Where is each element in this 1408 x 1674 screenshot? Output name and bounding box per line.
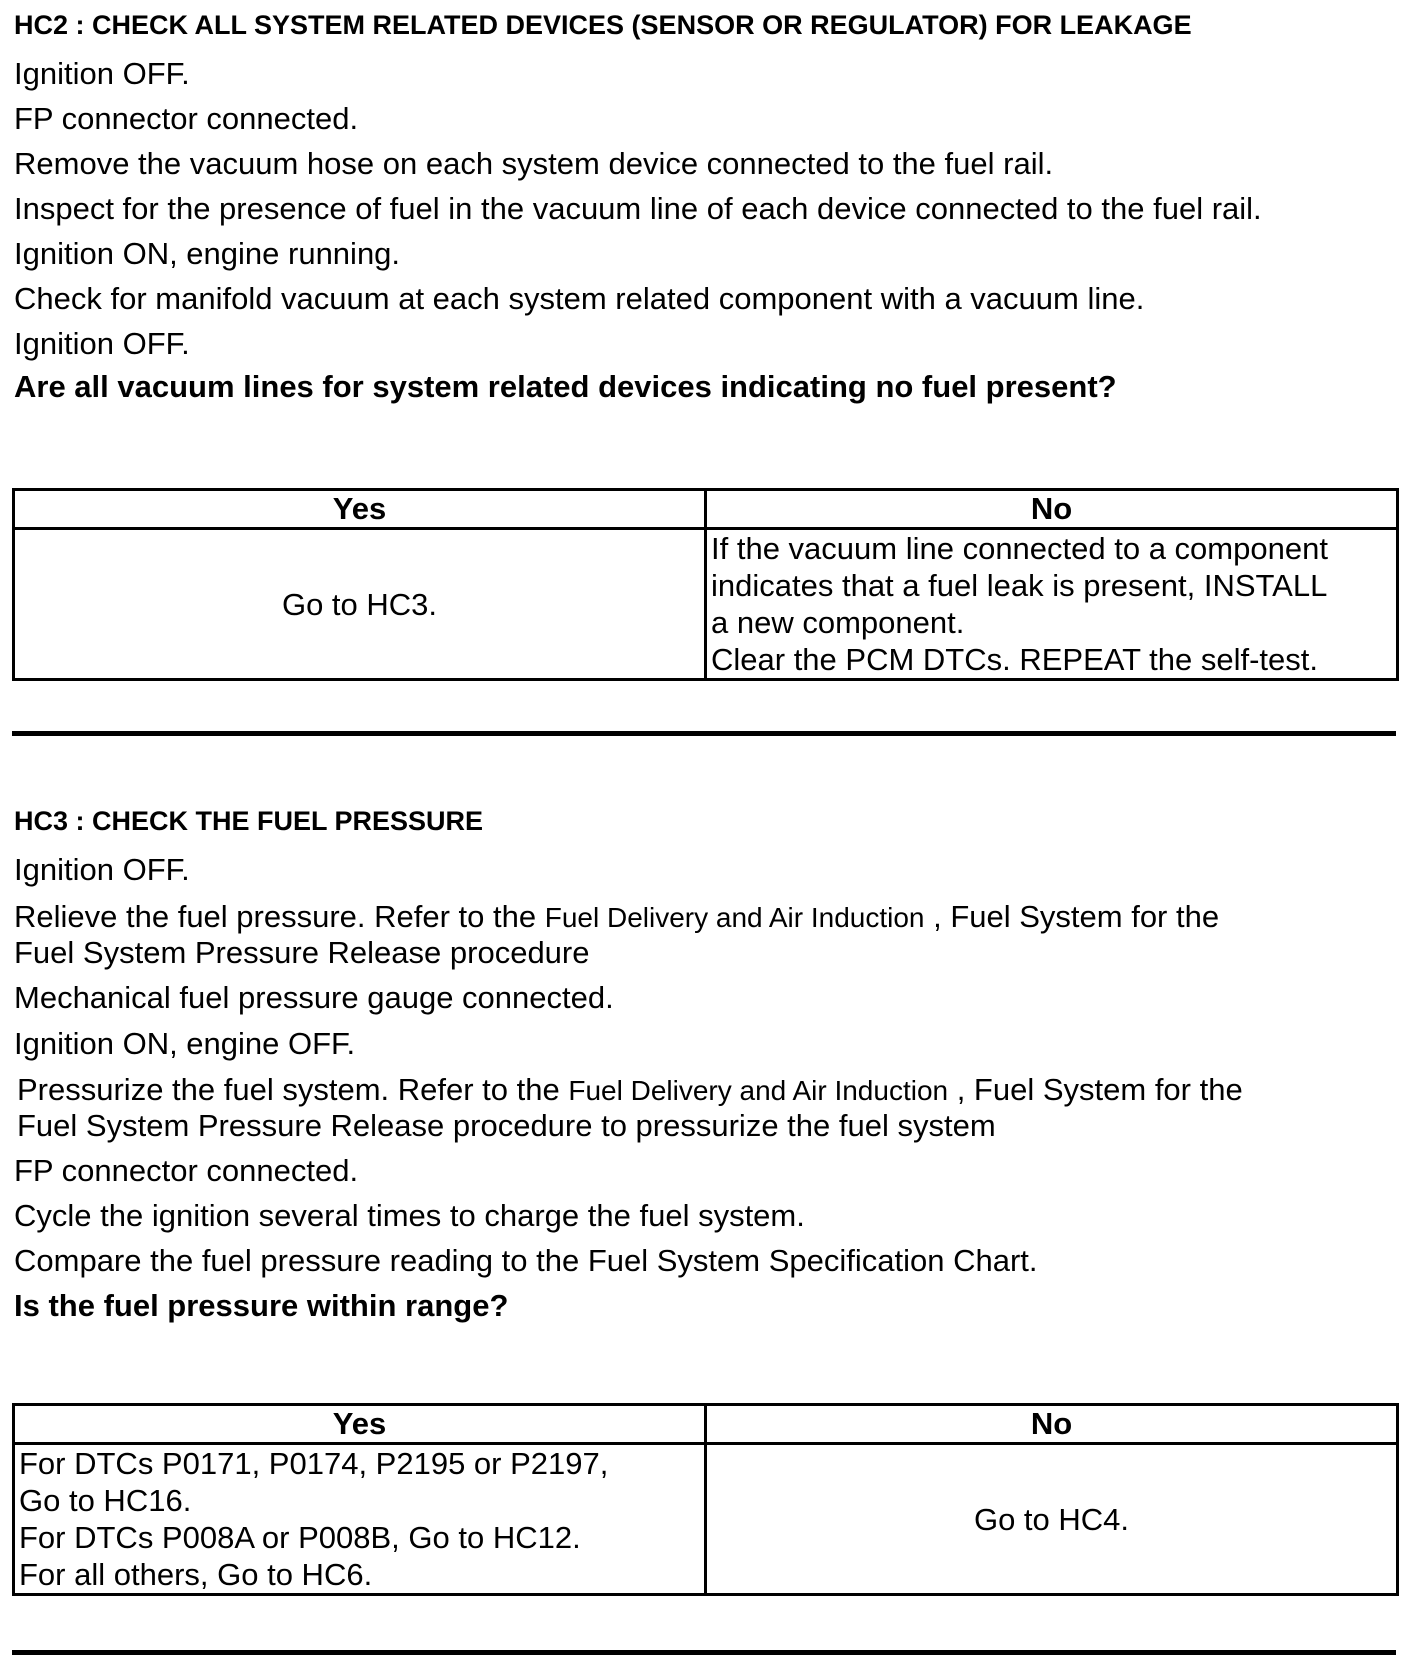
- section-divider-2: [12, 1650, 1396, 1655]
- hc2-step-1: Ignition OFF.: [14, 56, 190, 91]
- hc3-step-5: [14, 1072, 1394, 1108]
- hc3-step-2-line-2: Fuel System Pressure Release procedure: [14, 935, 590, 970]
- hc3-heading: HC3 : CHECK THE FUEL PRESSURE: [14, 806, 484, 836]
- hc3-yes-line-2: Go to HC16.: [19, 1483, 192, 1518]
- hc3-step-1: Ignition OFF.: [14, 852, 190, 887]
- hc2-step-6: Check for manifold vacuum at each system related component with a vacuum line.: [14, 281, 1145, 316]
- hc3-step-5-text-a: Pressurize the fuel system. Refer to the: [17, 1072, 569, 1107]
- hc3-decision-table: [12, 1403, 1399, 1596]
- hc3-step-5-line-2: Fuel System Pressure Release procedure to pressurize the fuel system: [17, 1108, 996, 1143]
- hc3-step-3: Mechanical fuel pressure gauge connected.: [14, 980, 614, 1015]
- hc3-section: [14, 806, 1394, 836]
- hc2-yes-header: Yes: [14, 490, 706, 529]
- hc2-decision-table: [12, 488, 1399, 681]
- hc3-step-4: Ignition ON, engine OFF.: [14, 1026, 356, 1061]
- hc3-step-2-reference: Fuel Delivery and Air Induction: [544, 902, 925, 933]
- hc2-step-2: FP connector connected.: [14, 101, 359, 136]
- hc2-question: Are all vacuum lines for system related devices indicating no fuel present?: [14, 369, 1117, 404]
- hc3-yes-line-1: For DTCs P0171, P0174, P2195 or P2197,: [19, 1446, 609, 1481]
- hc2-section: [14, 10, 1394, 40]
- hc3-yes-cell: [14, 1444, 706, 1595]
- hc2-yes-cell: Go to HC3.: [14, 529, 706, 680]
- hc2-no-cell: [706, 529, 1398, 680]
- hc3-question: Is the fuel pressure within range?: [14, 1288, 509, 1323]
- hc3-yes-header: Yes: [14, 1405, 706, 1444]
- hc2-heading: HC2 : CHECK ALL SYSTEM RELATED DEVICES (SENSOR OR REGULATOR) FOR LEAKAGE: [14, 10, 1192, 40]
- hc2-step-3: Remove the vacuum hose on each system device connected to the fuel rail.: [14, 146, 1054, 181]
- hc2-step-4: Inspect for the presence of fuel in the vacuum line of each device connected to the fuel rail.: [14, 191, 1262, 226]
- hc3-step-6: FP connector connected.: [14, 1153, 359, 1188]
- hc2-step-5: Ignition ON, engine running.: [14, 236, 401, 271]
- hc2-no-line-2: indicates that a fuel leak is present, INSTALL: [711, 568, 1328, 603]
- hc3-step-8: Compare the fuel pressure reading to the Fuel System Specification Chart.: [14, 1243, 1038, 1278]
- hc2-step-7: Ignition OFF.: [14, 326, 190, 361]
- hc3-step-7: Cycle the ignition several times to charge the fuel system.: [14, 1198, 805, 1233]
- hc3-no-cell: Go to HC4.: [706, 1444, 1398, 1595]
- hc2-no-line-3: a new component.: [711, 605, 965, 640]
- hc2-no-line-4: Clear the PCM DTCs. REPEAT the self-test.: [711, 642, 1318, 677]
- hc3-yes-line-4: For all others, Go to HC6.: [19, 1557, 373, 1592]
- hc3-step-5-text-b: , Fuel System for the: [948, 1072, 1243, 1107]
- section-divider-1: [12, 731, 1396, 736]
- hc3-yes-line-3: For DTCs P008A or P008B, Go to HC12.: [19, 1520, 581, 1555]
- hc2-no-header: No: [706, 490, 1398, 529]
- hc2-no-line-1: If the vacuum line connected to a component: [711, 531, 1328, 566]
- hc3-step-2: [14, 899, 1394, 935]
- hc3-no-header: No: [706, 1405, 1398, 1444]
- hc2-steps: [14, 56, 1394, 404]
- hc3-steps: [14, 852, 1394, 1323]
- hc3-step-2-text-a: Relieve the fuel pressure. Refer to the: [14, 899, 545, 934]
- hc3-step-2-text-b: , Fuel System for the: [924, 899, 1220, 934]
- hc3-step-5-reference: Fuel Delivery and Air Induction: [568, 1075, 949, 1106]
